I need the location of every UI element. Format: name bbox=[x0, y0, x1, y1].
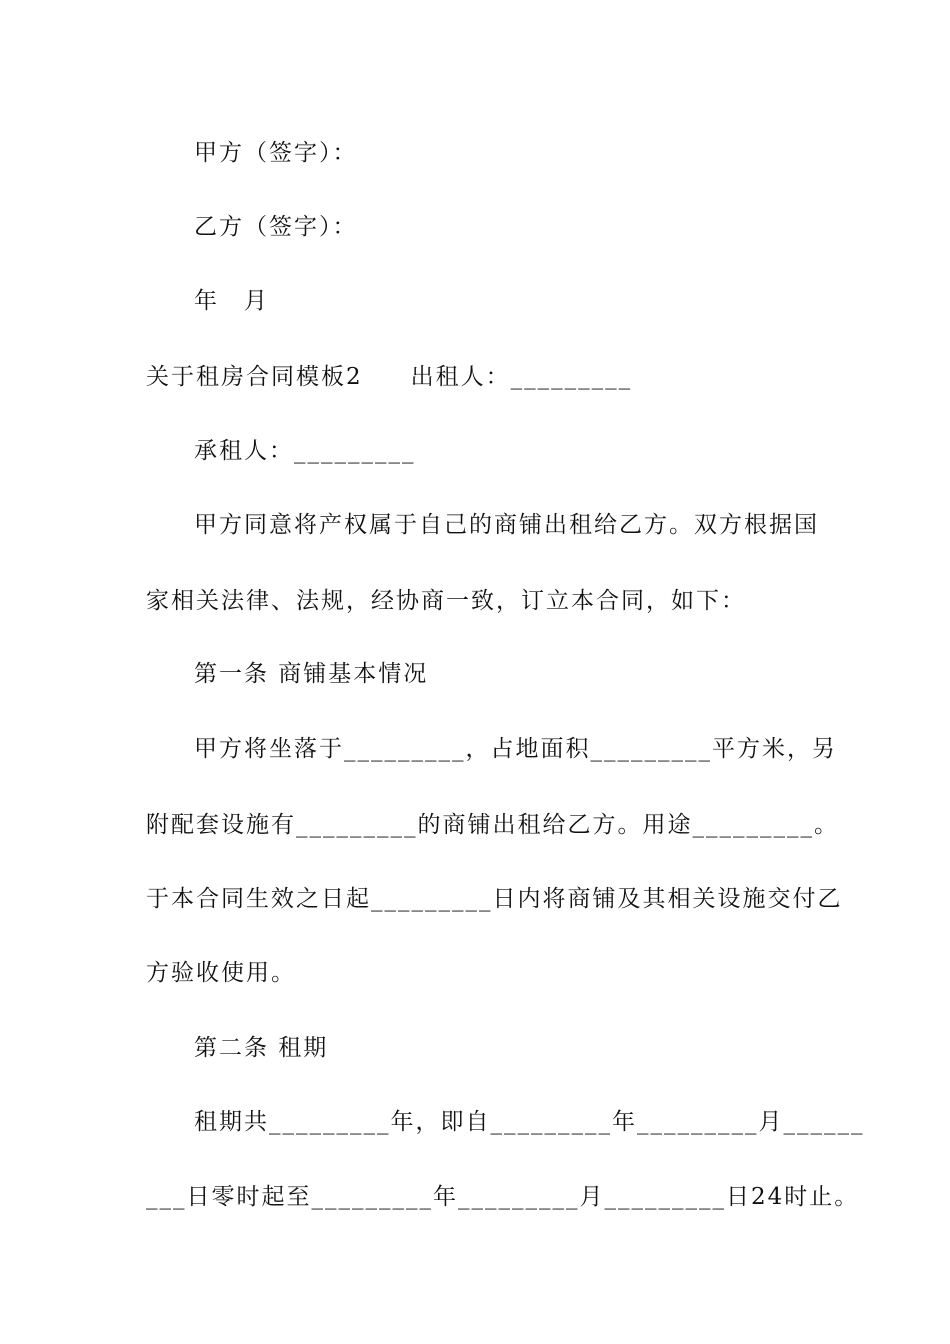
document-heading bbox=[146, 366, 810, 389]
intro-paragraph-line-2: 家相关法律、法规，经协商一致，订立本合同，如下： bbox=[146, 588, 746, 614]
document-title: 关于租房合同模板2 bbox=[146, 364, 363, 390]
article-1-line-4: 方验收使用。 bbox=[146, 960, 296, 986]
article-1-line-2: 附配套设施有_________的商铺出租给乙方。用途_________。 bbox=[146, 812, 839, 838]
article-1-line-1: 甲方将坐落于_________，占地面积_________平方米，另 bbox=[194, 736, 837, 762]
intro-paragraph-line-1: 甲方同意将产权属于自己的商铺出租给乙方。双方根据国 bbox=[194, 512, 819, 538]
article-2-line-1: 租期共_________年，即自_________年_________月______ bbox=[194, 1109, 865, 1135]
article-2-title: 第二条 租期 bbox=[194, 1035, 329, 1061]
lessor-field: 出租人：_________ bbox=[410, 364, 633, 390]
signature-date: 年 月 bbox=[194, 288, 269, 314]
article-1-title: 第一条 商铺基本情况 bbox=[194, 661, 429, 687]
lessee-field: 承租人：_________ bbox=[194, 438, 416, 464]
party-a-signature: 甲方（签字）： bbox=[194, 140, 358, 166]
party-b-signature: 乙方（签字）： bbox=[194, 214, 358, 240]
article-2-line-2: ___日零时起至_________年_________月_________日24时止。 bbox=[146, 1184, 860, 1210]
article-1-line-3: 于本合同生效之日起_________日内将商铺及其相关设施交付乙 bbox=[146, 886, 843, 912]
